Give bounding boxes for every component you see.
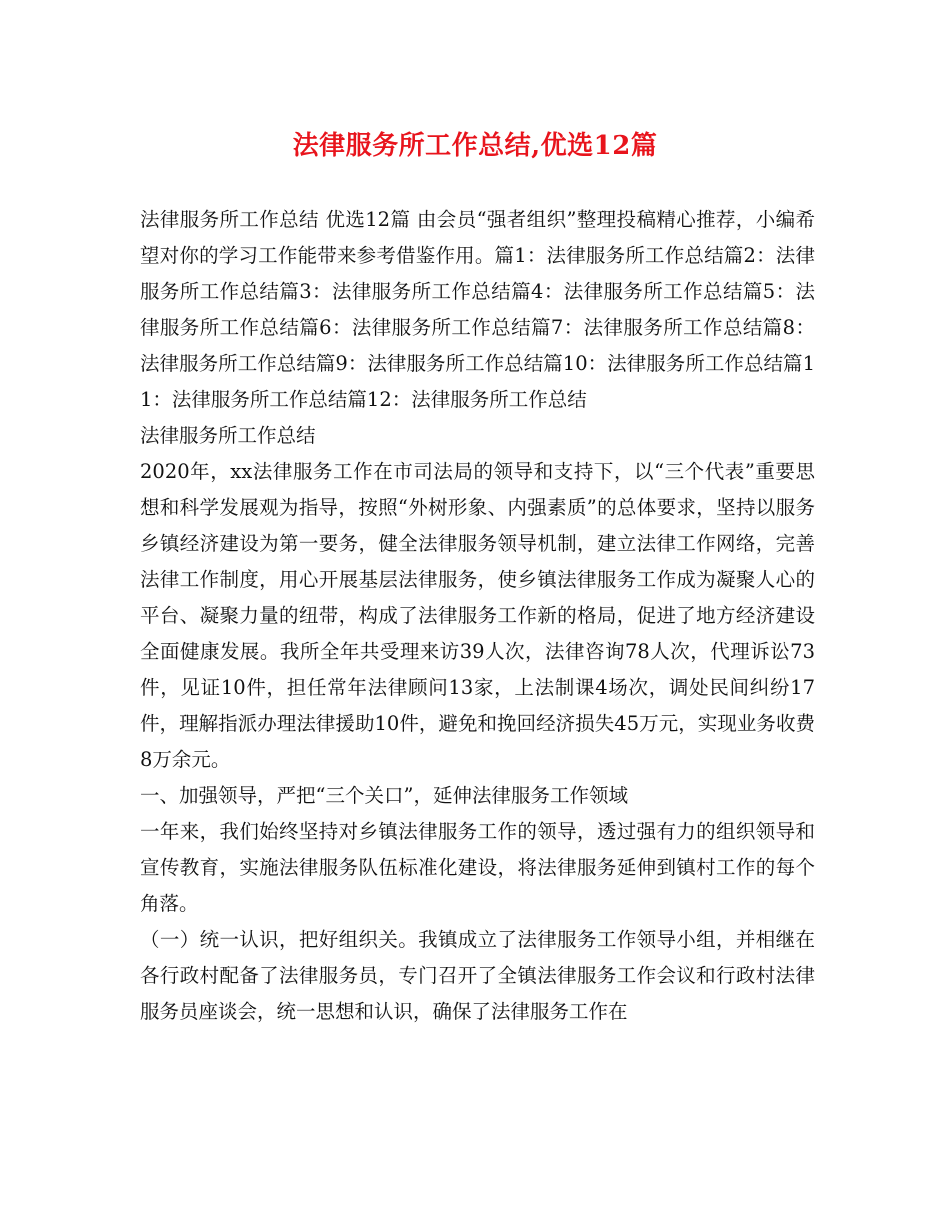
document-body: [140, 202, 815, 1030]
document-title: 法律服务所工作总结,优选12篇: [292, 131, 658, 161]
summary-paragraph: 2020年，xx法律服务工作在市司法局的领导和支持下，以“三个代表”重要思想和科学发展观为指导，按照“外树形象、内强素质”的总体要求，坚持以服务乡镇经济建设为第一要务，健全法律服务领导机制，建立法律工作网络，完善法律工作制度，用心开展基层法律服务，使乡镇法律服务工作成为凝聚人心的平台、凝聚力量的纽带，构成了法律服务工作新的格局，促进了地方经济建设全面健康发展。我所全年共受理来访39人次，法律咨询78人次，代理诉讼73件，见证10件，担任常年法律顾问13家，上法制课4场次，调处民间纠纷17件，理解指派办理法律援助10件，避免和挽回经济损失45万元，实现业务收费8万余元。: [140, 460, 815, 771]
section-heading: 法律服务所工作总结: [140, 424, 316, 447]
intro-paragraph: 法律服务所工作总结 优选12篇 由会员“强者组织”整理投稿精心推荐，小编希望对你的学习工作能带来参考借鉴作用。篇1：法律服务所工作总结篇2：法律服务所工作总结篇3：法律服务所工作总结篇4：法律服务所工作总结篇5：法律服务所工作总结篇6：法律服务所工作总结篇7：法律服务所工作总结篇8：法律服务所工作总结篇9：法律服务所工作总结篇10：法律服务所工作总结篇11：法律服务所工作总结篇12：法律服务所工作总结: [140, 208, 815, 411]
subsection-heading: 一、加强领导，严把“三个关口”，延伸法律服务工作领域: [140, 784, 628, 807]
body-paragraph: 一年来，我们始终坚持对乡镇法律服务工作的领导，透过强有力的组织领导和宣传教育，实施法律服务队伍标准化建设，将法律服务延伸到镇村工作的每个角落。: [140, 820, 815, 915]
body-paragraph: （一）统一认识，把好组织关。我镇成立了法律服务工作领导小组，并相继在各行政村配备了法律服务员，专门召开了全镇法律服务工作会议和行政村法律服务员座谈会，统一思想和认识，确保了法律服务工作在: [140, 928, 815, 1023]
